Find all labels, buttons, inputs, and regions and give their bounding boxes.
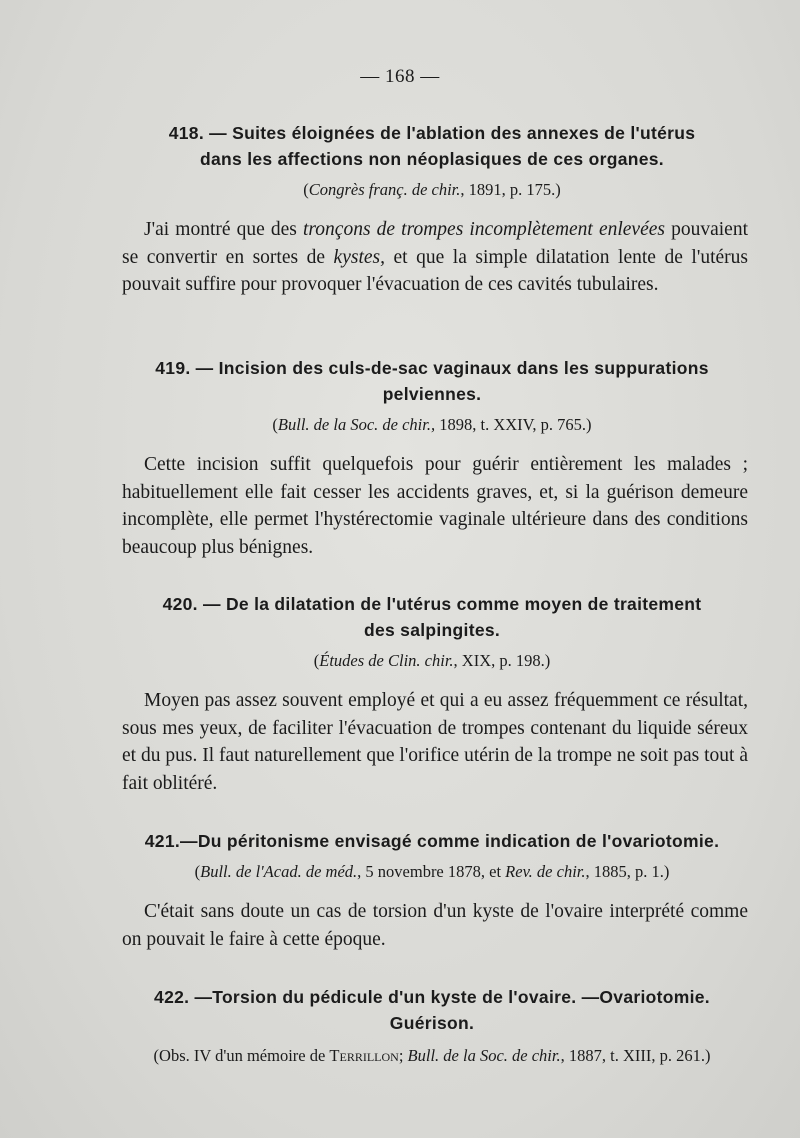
citation-author: Terrillon (329, 1046, 399, 1065)
body-part: Cette incision suffit quelquefois pour guérir entièrement les malades ; habituellement elle fait cesser les accidents graves, et, si la guérison demeure incomplète, elle permet l'hystérectomie vaginale ultérieure dans des conditions beaucoup plus bénignes. (122, 454, 748, 558)
entry-420 (0, 591, 800, 797)
citation-source: Études de Clin. chir. (319, 651, 454, 670)
entry-body (0, 884, 800, 953)
entry-title-line1: 421.—Du péritonisme envisagé comme indication de l'ovariotomie. (144, 831, 720, 851)
citation-details: , 5 novembre 1878, et (357, 862, 506, 881)
entry-title-line1: 420. — De la dilatation de l'utérus comme moyen de traitement (162, 594, 702, 614)
citation-details: , 1887, t. XIII, p. 261.) (560, 1046, 711, 1065)
entry-citation: (Études de Clin. chir., XIX, p. 198.) (313, 651, 551, 670)
citation-separator: ; (398, 1046, 408, 1065)
citation-source: Congrès franç. de chir. (308, 180, 461, 199)
entry-418 (0, 120, 800, 299)
entry-citation: (Congrès franç. de chir., 1891, p. 175.) (303, 180, 561, 199)
citation-details: 1898, t. XXIV, p. 765.) (435, 415, 592, 434)
entry-title (0, 355, 800, 407)
entry-title (0, 984, 800, 1036)
body-part: pouvaient se convertir en sortes de (122, 219, 749, 268)
entry-title-line1: 422. —Torsion du pédicule d'un kyste de l'ovaire. —Ovariotomie. (154, 987, 710, 1007)
entry-title-line2: dans les affections non néoplasiques de ces organes. (200, 149, 664, 169)
entry-421 (0, 828, 800, 953)
entry-citation: (Bull. de l'Acad. de méd., 5 novembre 1878, et Rev. de chir., 1885, p. 1.) (194, 862, 670, 881)
citation-source-2: Rev. de chir. (505, 862, 586, 881)
citation-details: , 1891, p. 175.) (460, 180, 561, 199)
citation-source: Bull. de la Soc. de chir., (277, 415, 436, 434)
entry-title (0, 828, 800, 854)
entry-title-line1: 418. — Suites éloignées de l'ablation des annexes de l'utérus (168, 123, 696, 143)
body-italic: kystes, (333, 246, 385, 268)
body-part: C'était sans doute un cas de torsion d'un kyste de l'ovaire interprété comme on pouvait le faire à cette époque. (122, 901, 748, 950)
citation-details: , XIX, p. 198.) (453, 651, 551, 670)
citation-prefix: (Obs. IV d'un mémoire de (153, 1046, 330, 1065)
body-part: Moyen pas assez souvent employé et qui a eu assez fréquemment ce résultat, sous mes yeux, de faciliter l'évacuation de trompes contenant du liquide séreux et du pus. Il faut naturellement que l'orifice utérin de la trompe ne soit pas tout à fait oblitéré. (122, 690, 748, 794)
citation-source: Bull. de la Soc. de chir. (407, 1046, 561, 1065)
entry-body (0, 673, 800, 797)
page-number: — 168 — (360, 66, 440, 87)
entry-title-line1: 419. — Incision des culs-de-sac vaginaux dans les suppurations (155, 358, 709, 378)
entry-title-line2: pelviennes. (382, 384, 482, 404)
entry-title-line2: Guérison. (389, 1013, 475, 1033)
entry-citation: (Bull. de la Soc. de chir., 1898, t. XXIV, p. 765.) (272, 415, 592, 434)
citation-source: Bull. de l'Acad. de méd. (200, 862, 358, 881)
entry-title-line2: des salpingites. (363, 620, 501, 640)
entry-citation (0, 1036, 800, 1068)
body-part: et que la simple dilatation lente de l'utérus pouvait suffire pour provoquer l'évacuation de ces cavités tubulaires. (122, 246, 748, 295)
entry-422 (0, 984, 800, 1068)
body-italic: tronçons de trompes incomplètement enlevées (303, 219, 665, 240)
entry-419 (0, 355, 800, 561)
body-part: J'ai montré que des (144, 219, 304, 240)
entry-title (0, 120, 800, 172)
entry-body (0, 202, 800, 299)
citation-details-2: , 1885, p. 1.) (585, 862, 670, 881)
entry-title (0, 591, 800, 643)
entry-body (0, 437, 800, 561)
